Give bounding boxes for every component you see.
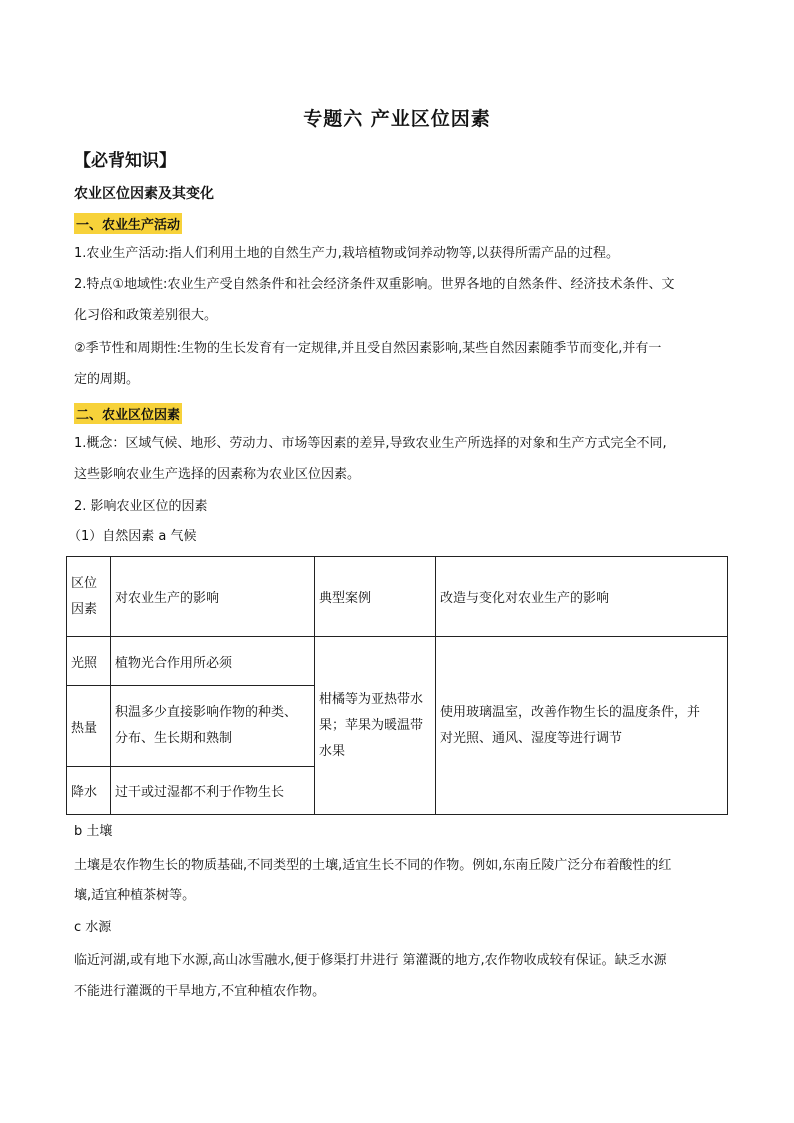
header-case: 典型案例 xyxy=(315,557,436,637)
soil-paragraph-2: 壤,适宜种植茶树等。 xyxy=(74,888,196,903)
highlight-heading-2: 二、农业区位因素 xyxy=(74,403,182,424)
impact-heat: 积温多少直接影响作物的种类、 分布、生长期和熟制 xyxy=(111,686,315,767)
typical-case: 柑橘等为亚热带水 果；苹果为暖温带 水果 xyxy=(315,637,436,815)
soil-paragraph-1: 土壤是农作物生长的物质基础,不同类型的土壤,适宜生长不同的作物。例如,东南丘陵广泛分布着酸性的红 xyxy=(74,858,672,873)
paragraph-seasonal-1: ②季节性和周期性:生物的生长发育有一定规律,并且受自然因素影响,某些自然因素随季节而变化,并有一 xyxy=(74,341,662,356)
paragraph-features-1: 2.特点①地域性:农业生产受自然条件和社会经济条件双重影响。世界各地的自然条件、经济技术条件、文 xyxy=(74,277,675,292)
header-factor: 区位 因素 xyxy=(67,557,111,637)
paragraph-natural-factors: （1）自然因素 a 气候 xyxy=(68,529,197,544)
change-impact: 使用玻璃温室，改善作物生长的温度条件，并 对光照、通风、湿度等进行调节 xyxy=(436,637,728,815)
subheading: 农业区位因素及其变化 xyxy=(74,186,214,202)
soil-heading: b 土壤 xyxy=(74,824,113,839)
impact-precipitation: 过干或过湿都不利于作物生长 xyxy=(111,767,315,815)
impact-light: 植物光合作用所必须 xyxy=(111,637,315,686)
water-paragraph-2: 不能进行灌溉的干旱地方,不宜种植农作物。 xyxy=(74,984,326,999)
water-heading: c 水源 xyxy=(74,920,112,935)
page-title: 专题六 产业区位因素 xyxy=(303,108,491,130)
highlight-heading-1: 一、农业生产活动 xyxy=(74,213,182,234)
header-impact: 对农业生产的影响 xyxy=(111,557,315,637)
header-change: 改造与变化对农业生产的影响 xyxy=(436,557,728,637)
paragraph-factors: 2. 影响农业区位的因素 xyxy=(74,499,208,514)
paragraph-definition: 1.农业生产活动:指人们利用土地的自然生产力,栽培植物或饲养动物等,以获得所需产品的过程。 xyxy=(74,246,620,261)
factor-light: 光照 xyxy=(67,637,111,686)
factor-heat: 热量 xyxy=(67,686,111,767)
section-title: 【必背知识】 xyxy=(74,151,176,171)
paragraph-features-2: 化习俗和政策差别很大。 xyxy=(74,308,218,323)
paragraph-seasonal-2: 定的周期。 xyxy=(74,372,140,387)
paragraph-concept-2: 这些影响农业生产选择的因素称为农业区位因素。 xyxy=(74,467,361,482)
factor-precipitation: 降水 xyxy=(67,767,111,815)
climate-table xyxy=(66,556,728,815)
table-header-row xyxy=(67,557,728,637)
water-paragraph-1: 临近河湖,或有地下水源,高山冰雪融水,便于修渠打井进行 第灌溉的地方,农作物收成较有保证。缺乏水源 xyxy=(74,953,667,968)
paragraph-concept-1: 1.概念：区域气候、地形、劳动力、市场等因素的差异,导致农业生产所选择的对象和生产方式完全不同, xyxy=(74,436,667,451)
table-row xyxy=(67,637,728,686)
